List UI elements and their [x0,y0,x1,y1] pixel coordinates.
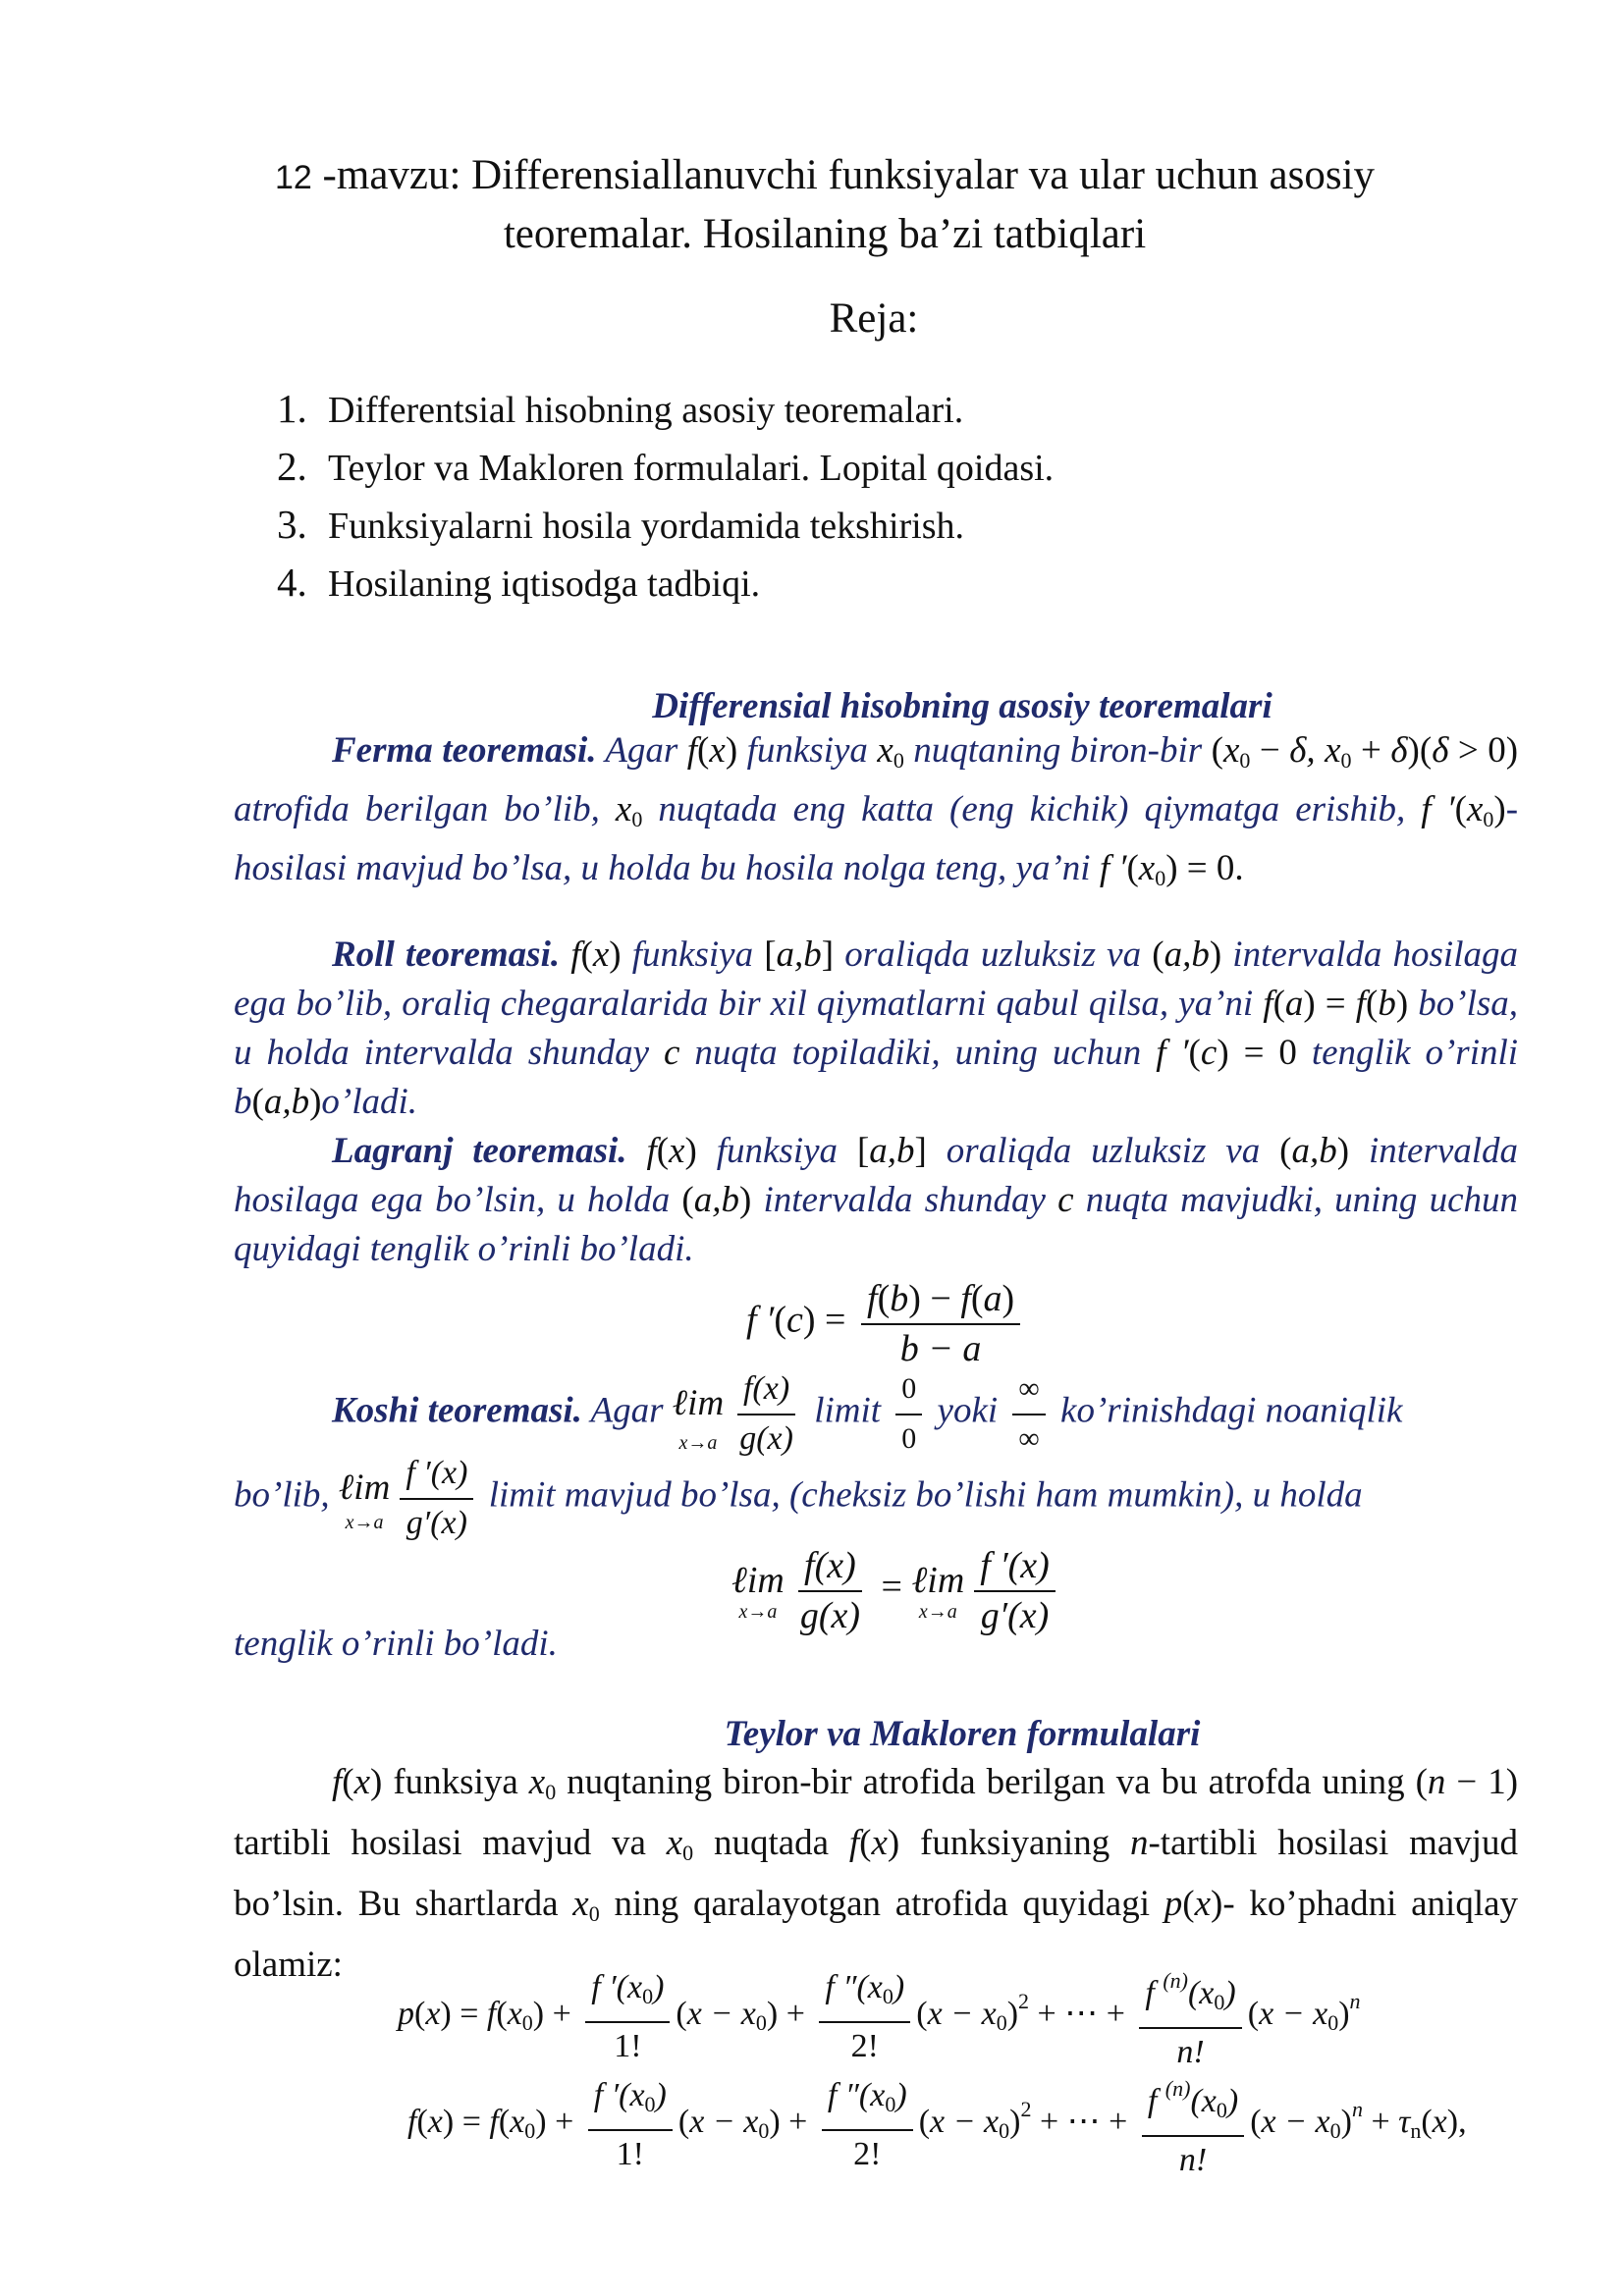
lagrange-formula: f ′(c) = $\frac{f(b) - f(a)}{b - a}$ [746,1276,1026,1370]
koshi-theorem: Koshi teoremasi. Agar ℓim x→a $\frac{f(x)}{g(x)}$ limit $\frac{0}{0}$ yoki $\frac{\infty}{\infty}$ ko’rinishdagi noaniqlik [332,1366,1518,1461]
koshi-end: tenglik o’rinli bo’ladi. [234,1624,558,1664]
plan-list [277,381,1054,613]
topic-number: 12 [274,159,312,196]
math-expression: f [686,730,698,771]
section-heading-2: Teylor va Makloren formulalari [724,1714,1201,1754]
page-title [236,147,1414,263]
koshi-continuation: bo’lib, ℓim x→a $\frac{f '(x)}{g'(x)}$ limit mavjud bo’lsa, (cheksiz bo’lishi ham mumkin), u holda [234,1451,1518,1545]
roll-theorem: Roll teoremasi. f(x) funksiya [a,b] oraliqda uzluksiz va (a,b) intervalda hosilaga ega bo’lib, oraliq chegaralarida bir xil qiymatlarni qabul qilsa, ya’ni f(a) = f(b) bo’lsa, u holda intervalda shunday c nuqta topiladiki, uning uchun f ′(c) = 0 tenglik o’rinli b(a,b)o’ladi. [234,934,1519,1122]
taylor-polynomial-formula: p(x) = f(x0) + $\frac{f '(x0)}{1!}$ (x − x0) + $\frac{f ''(x0)}{2!}$ $(x - x0)^2$ + ⋯ + $\frac{f ^{(n)}(x0)}{n!}$ $(x - x0)^n$ [398,1958,1361,2074]
lagranj-theorem: Lagranj teoremasi. f(x) funksiya [a,b] oraliqda uzluksiz va (a,b) intervalda hosilaga ega bo’lsin, u holda (a,b) intervalda shunday c nuqta mavjudki, uning uchun quyidagi tenglik o’rinli bo’ladi. [234,1131,1519,1269]
ferma-theorem: Ferma teoremasi. Agar f(x) funksiya x0 nuqtaning biron-bir (x0 − δ, x0 + δ)(δ > 0) atrofida berilgan bo’lib, x0 nuqtada eng katta (eng kichik) qiymatga erishib, f ′(x0)- hosilasi mavjud bo’lsa, u holda bu hosila nolga teng, ya’ni f ′(x0) = 0. [234,730,1519,890]
taylor-formula: f(x) = f(x0) + $\frac{f '(x0)}{1!}$ (x − x0) + $\frac{f ''(x0)}{2!}$ $(x - x0)^2$ + ⋯ + $\frac{f ^{(n)}(x0)}{n!}$ $(x - x0)^n + \tau n(x)$, [407,2066,1467,2182]
list-item: 3. Funksiyalarni hosila yordamida tekshirish. [277,502,965,547]
list-item: 4. Hosilaning iqtisodga tadbiqi. [277,560,761,605]
list-item: 2. Teylor va Makloren formulalari. Lopital qoidasi. [277,444,1055,489]
plan-heading: Reja: [829,295,919,342]
list-item: 1. Differentsial hisobning asosiy teoremalari. [277,386,964,431]
taylor-paragraph: f(x) funksiya x0 nuqtaning biron-bir atrofida berilgan va bu atrofda uning (n − 1) tartibli hosilasi mavjud va x0 nuqtada f(x) funksiyaning n-tartibli hosilasi mavjud bo’lsin. Bu shartlarda x0 ning qaralayotgan atrofida quyidagi p(x)- ko’phadni aniqlay olamiz: [234,1762,1519,1985]
title-line-2: teoremalar. Hosilaning ba’zi tatbiqlari [503,211,1147,257]
section-heading-1: Differensial hisobning asosiy teoremalari [652,686,1272,726]
cauchy-formula: ℓim x→a $\frac{f(x)}{g(x)}$ = ℓim x→a $\frac{f '(x)}{g'(x)}$ [731,1543,1061,1637]
title-line-1: 12 -mavzu: Differensiallanuvchi funksiyalar va ular uchun asosiy [274,152,1376,198]
